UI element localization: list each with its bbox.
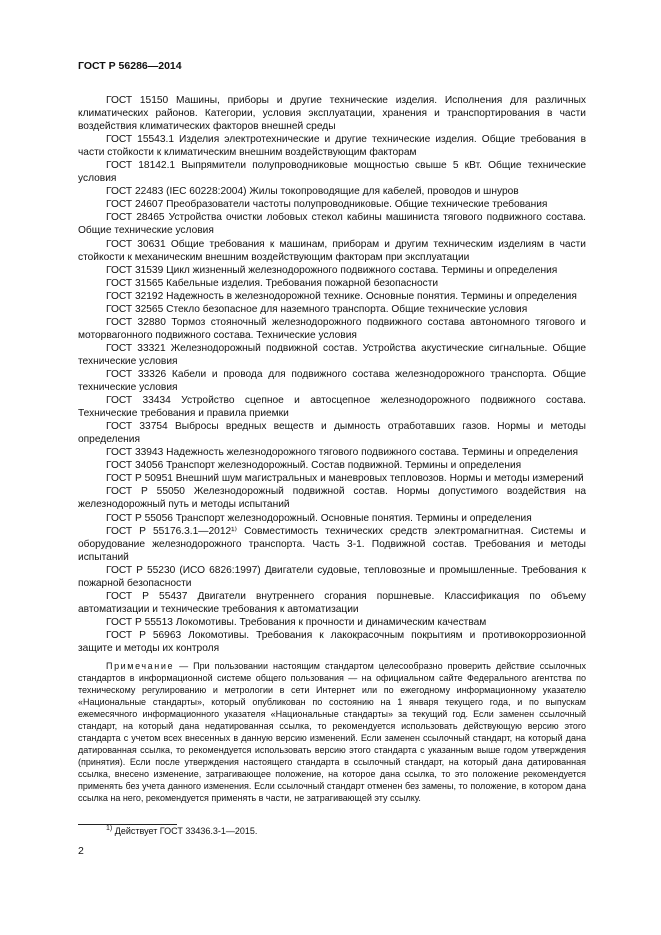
note-text: — При пользовании настоящим стандартом целесообразно проверить действие ссылочных стандартов в информационной системе общего пользования — на официальном сайте Федерального агентства по техническому регулированию и метрологии в сети Интернет или по ежегодному информационному указателю «Национальные стандарты», который опубликован по состоянию на 1 января текущего года, и по выпускам ежемесячного информационного указателя «Национальные стандарты» за текущий год. Если заменен ссылочный стандарт, на который дана недатированная ссылка, то рекомендуется использовать действующую версию этого стандарта с учетом всех внесенных в данную версию изменений. Если заменен ссылочный стандарт, на который дана датированная ссылка, то рекомендуется использовать версию этого стандарта с указанным выше годом утверждения (принятия). Если после утверждения настоящего стандарта в ссылочный стандарт, на который дана датированная ссылка, внесено изменение, затрагивающее положение, на которое дана ссылка, то это положение рекомендуется применять без учета данного изменения. Если ссылочный стандарт отменен без замены, то положение, в котором дана ссылка на него, рекомендуется применять в части, не затрагивающей эту ссылку. (78, 661, 586, 803)
reference-item: ГОСТ 18142.1 Выпрямители полупроводниковые мощностью свыше 5 кВт. Общие технические условия (78, 160, 586, 185)
reference-item: ГОСТ Р 55176.3.1—2012¹⁾ Совместимость технических средств электромагнитная. Системы и оборудование железнодорожного транспорта. Часть 3-1. Подвижной состав. Требования и методы испытаний (78, 525, 586, 563)
reference-item: ГОСТ Р 55056 Транспорт железнодорожный. Основные понятия. Термины и определения (106, 512, 532, 524)
footnote-mark: 1) (106, 825, 113, 832)
normative-references-list (78, 94, 586, 655)
note-label: Примечание (106, 661, 175, 671)
reference-item: ГОСТ 31565 Кабельные изделия. Требования пожарной безопасности (106, 277, 439, 289)
reference-item: ГОСТ 32565 Стекло безопасное для наземного транспорта. Общие технические условия (106, 303, 528, 315)
reference-item: ГОСТ Р 55050 Железнодорожный подвижной состав. Нормы допустимого воздействия на железнодорожный путь и методы испытаний (78, 486, 586, 511)
page-header: ГОСТ Р 56286—2014 (78, 60, 182, 72)
note-paragraph (78, 660, 586, 804)
page-number: 2 (78, 845, 84, 857)
footnote (106, 826, 257, 836)
reference-item: ГОСТ Р 55230 (ИСО 6826:1997) Двигатели судовые, тепловозные и промышленные. Требования к пожарной безопасности (78, 564, 586, 589)
reference-item: ГОСТ Р 50951 Внешний шум магистральных и маневровых тепловозов. Нормы и методы измерений (106, 473, 584, 485)
reference-item: ГОСТ 32880 Тормоз стояночный железнодорожного подвижного состава автономного тягового и моторвагонного подвижного состава. Технические условия (78, 316, 586, 341)
reference-item: ГОСТ 22483 (IEC 60228:2004) Жилы токопроводящие для кабелей, проводов и шнуров (106, 186, 519, 198)
reference-item: ГОСТ Р 55513 Локомотивы. Требования к прочности и динамическим качествам (106, 616, 487, 628)
reference-item: ГОСТ Р 56963 Локомотивы. Требования к лакокрасочным покрытиям и противокоррозионной защите и методы их контроля (78, 629, 586, 654)
reference-item: ГОСТ 33943 Надежность железнодорожного тягового подвижного состава. Термины и определения (106, 447, 578, 459)
reference-item: ГОСТ 30631 Общие требования к машинам, приборам и другим техническим изделиям в части стойкости к механическим внешним воздействующим факторам при эксплуатации (78, 238, 586, 263)
reference-item: ГОСТ Р 55437 Двигатели внутреннего сгорания поршневые. Классификация по объему автоматизации и технические требования к автоматизации (78, 590, 586, 615)
reference-item: ГОСТ 15543.1 Изделия электротехнические и другие технические изделия. Общие требования в части стойкости к климатическим внешним воздействующим факторам (78, 134, 586, 159)
footnote-text: Действует ГОСТ 33436.3-1—2015. (114, 826, 258, 836)
reference-item: ГОСТ 33434 Устройство сцепное и автосцепное железнодорожного подвижного состава. Технические требования и правила приемки (78, 395, 586, 420)
reference-item: ГОСТ 34056 Транспорт железнодорожный. Состав подвижной. Термины и определения (106, 460, 522, 472)
reference-item: ГОСТ 32192 Надежность в железнодорожной технике. Основные понятия. Термины и определения (106, 290, 577, 302)
footnote-separator (78, 824, 177, 825)
reference-item: ГОСТ 15150 Машины, приборы и другие технические изделия. Исполнения для различных климатических районов. Категории, условия эксплуатации, хранения и транспортирования в части воздействия климатических факторов внешней среды (78, 95, 586, 133)
reference-item: ГОСТ 28465 Устройства очистки лобовых стекол кабины машиниста тягового подвижного состава. Общие технические условия (78, 212, 586, 237)
reference-item: ГОСТ 24607 Преобразователи частоты полупроводниковые. Общие технические требования (106, 199, 548, 211)
reference-item: ГОСТ 33326 Кабели и провода для подвижного состава железнодорожного транспорта. Общие технические условия (78, 368, 586, 394)
reference-item: ГОСТ 33754 Выбросы вредных веществ и дымность отработавших газов. Нормы и методы определения (78, 421, 586, 446)
reference-item: ГОСТ 33321 Железнодорожный подвижной состав. Устройства акустические сигнальные. Общие технические условия (78, 342, 586, 367)
reference-item: ГОСТ 31539 Цикл жизненный железнодорожного подвижного состава. Термины и определения (106, 264, 558, 276)
